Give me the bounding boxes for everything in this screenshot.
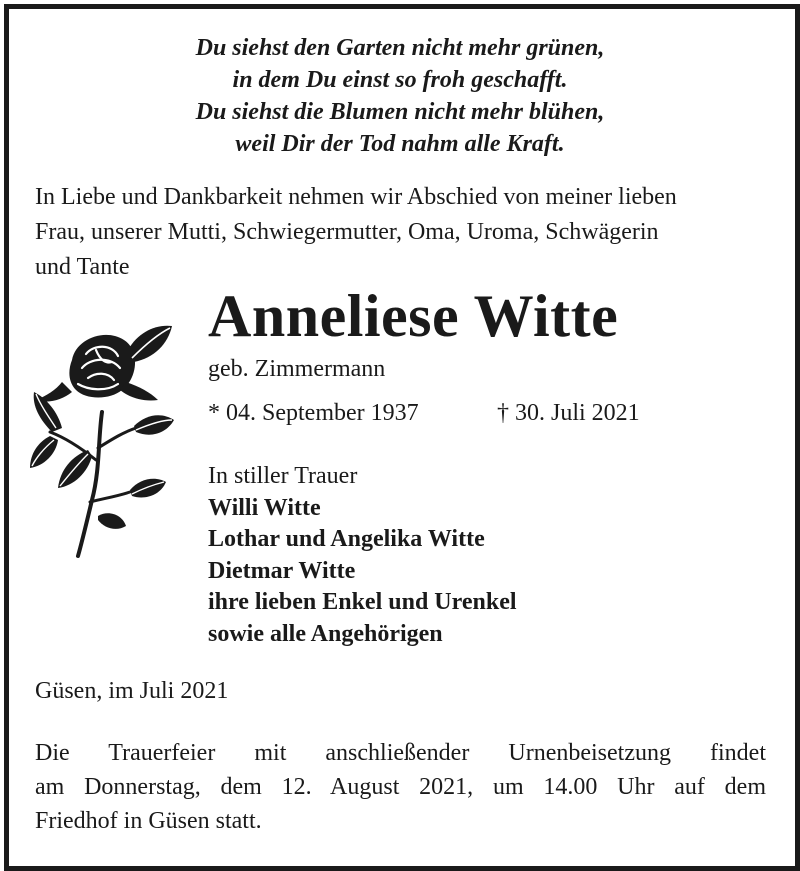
mourner-name: sowie alle Angehörigen — [208, 620, 443, 647]
mourner-name: Dietmar Witte — [208, 557, 356, 584]
intro-line: Frau, unserer Mutti, Schwiegermutter, Oma, Uroma, Schwägerin — [35, 219, 659, 245]
poem-line: Du siehst die Blumen nicht mehr blühen, — [195, 99, 605, 125]
intro-line: und Tante — [35, 254, 130, 280]
mourner-name: Lothar und Angelika Witte — [208, 526, 485, 552]
poem-line: in dem Du einst so froh geschafft. — [232, 67, 568, 93]
rose-icon — [26, 320, 176, 560]
deceased-name: Anneliese Witte — [208, 283, 619, 349]
mourner-name: ihre lieben Enkel und Urenkel — [208, 589, 517, 615]
poem-line: weil Dir der Tod nahm alle Kraft. — [235, 131, 565, 157]
intro-line: In Liebe und Dankbarkeit nehmen wir Abschied von meiner lieben — [35, 184, 677, 210]
farewell-intro — [35, 180, 770, 285]
birth-date: * 04. September 1937 — [208, 400, 419, 426]
notice-line: am Donnerstag, dem 12. August 2021, um 14.00 Uhr auf dem — [35, 774, 766, 800]
death-date: † 30. Juli 2021 — [497, 400, 640, 426]
funeral-notice — [35, 736, 766, 838]
mourners-heading: In stiller Trauer — [208, 463, 358, 489]
mourners-block — [208, 461, 517, 650]
poem-line: Du siehst den Garten nicht mehr grünen, — [195, 35, 605, 61]
memorial-poem — [0, 32, 800, 160]
notice-line: Friedhof in Güsen statt. — [35, 808, 262, 834]
notice-line: Die Trauerfeier mit anschließender Urnenbeisetzung findet — [35, 740, 766, 766]
mourner-name: Willi Witte — [208, 494, 321, 521]
place-date: Güsen, im Juli 2021 — [35, 678, 229, 704]
maiden-name: geb. Zimmermann — [208, 356, 386, 382]
